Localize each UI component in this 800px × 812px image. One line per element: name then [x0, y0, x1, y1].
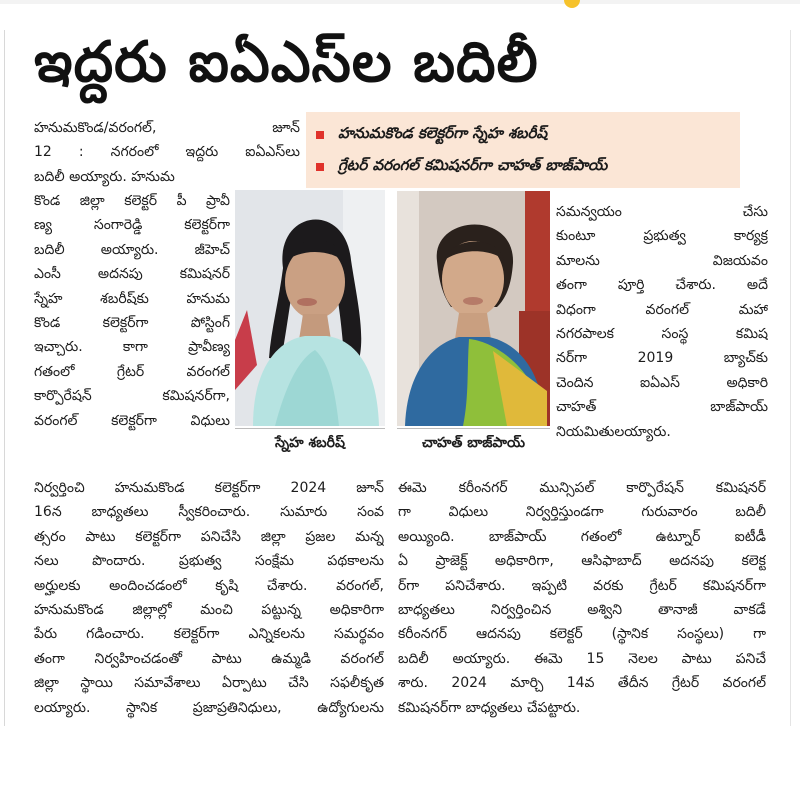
text-line: తంగా పూర్తి చేశారు. అదే [556, 277, 768, 294]
text-line: కుంటూ ప్రభుత్వ కార్యక్ర [556, 228, 768, 245]
text-line: శారు. 2024 మార్చి 14వ తేదీన గ్రేటర్ వరంగల్ [398, 675, 766, 692]
bullet-square-icon [316, 131, 324, 139]
text-line: ర్‌గా పనిచేశారు. ఇప్పటి వరకు గ్రేటర్ కమిషనర్‌గా [398, 577, 766, 594]
text-line: ఎంసీ అదనపు కమిషనర్ [34, 266, 230, 283]
bullet-square-icon [316, 163, 324, 171]
text-line: వరంగల్ కలెక్టర్‌గా విధులు [34, 412, 230, 429]
text-line: పేరు గడించారు. కలెక్టర్‌గా ఎన్నికలను సమర్థవం [34, 626, 384, 643]
text-line: కొండ కలెక్టర్‌గా పోస్టింగ్ [34, 314, 230, 331]
text-line: హనుమకొండ జిల్లాల్లో మంచి పట్టున్న అధికారిగా [34, 601, 384, 618]
text-line: కొండ జిల్లా కలెక్టర్ పీ ప్రావీ [34, 193, 230, 209]
highlight-item [316, 152, 607, 182]
text-line: మాలను విజయవం [556, 252, 768, 269]
accent-dot [564, 0, 580, 8]
text-line: కార్పొరేషన్ కమిషనర్‌గా, [34, 388, 230, 405]
text-line: 16న బాధ్యతలు స్వీకరించారు. సుమారు సంవ [34, 504, 384, 521]
text-line: స్నేహ శబరీష్‌కు హనుమ [34, 290, 230, 307]
text-line: బాధ్యతలు నిర్వర్తించిన అశ్విని తానాజీ వాకడే [398, 601, 766, 618]
text-line: నియమితులయ్యారు. [556, 423, 671, 440]
text-line: చెందిన ఐఏఎస్ అధికారి [556, 374, 768, 391]
article-text-bottom-left [34, 476, 384, 720]
text-line: బదిలీ అయ్యారు. హనుమ [34, 168, 175, 185]
text-line: ఈమె కరీంనగర్ మున్సిపల్ కార్పొరేషన్ కమిషనర్ [398, 480, 766, 496]
text-line: నిర్వర్తించి హనుమకొండ కలెక్టర్‌గా 2024 జూన్ [34, 480, 384, 496]
photo-caption: చాహత్ బాజ్‌పాయ్ [422, 435, 525, 451]
text-line: గతంలో గ్రేటర్ వరంగల్ [34, 363, 230, 380]
highlight-item [316, 120, 547, 150]
column-rule-left [4, 30, 5, 726]
highlight-box [306, 112, 740, 188]
text-line: బదిలీ అయ్యారు. ఈమె 15 నెలల పాటు పనిచే [398, 650, 766, 667]
text-line: ణ్య సంగారెడ్డి కలెక్టర్‌గా [34, 217, 230, 234]
photo-sneha-shabarish [235, 190, 385, 426]
highlight-text: హనుమకొండ కలెక్టర్‌గా స్నేహ శబరీష్ [338, 124, 548, 142]
text-line: కమిషనర్‌గా బాధ్యతలు చేపట్టారు. [398, 699, 581, 716]
text-line: అర్హులకు అందించడంలో కృషి చేశారు. వరంగల్, [34, 577, 384, 594]
article-text-right-column [556, 200, 768, 444]
headline: ఇద్దరు ఐఏఎస్‌ల బదిలీ [34, 30, 539, 95]
text-line: కరీంనగర్ ఆదనపు కలెక్టర్ (స్థానిక సంస్థలు) గా [398, 626, 766, 643]
text-line: 12 : నగరంలో ఇద్దరు ఐఏఎస్‌లు [34, 144, 300, 161]
text-line: ఏ ప్రాజెక్ట్ అధికారిగా, ఆసిఫాబాద్ అదనపు కలెక్ట [398, 553, 766, 570]
text-line: చాహత్ బాజ్‌పాయ్ [556, 399, 768, 416]
article-text-bottom-right [398, 476, 766, 720]
text-line: జిల్లా స్థాయి సమావేశాలు ఏర్పాటు చేసి సఫలీకృత [34, 675, 384, 692]
text-line: హనుమకొండ/వరంగల్, జూన్ [34, 120, 300, 136]
article-text-left-column [34, 189, 230, 433]
text-line: నలు పొందారు. ప్రభుత్వ సంక్షేమ పథకాలను [34, 553, 384, 570]
column-rule-right [790, 30, 791, 726]
photo-caption: స్నేహ శబరీష్ [275, 435, 345, 451]
text-line: గా విధులు నిర్వర్తిస్తుండగా గురువారం బదిలీ [398, 504, 766, 521]
highlight-text: గ్రేటర్ వరంగల్ కమిషనర్‌గా చాహత్ బాజ్‌పాయ్ [338, 156, 608, 174]
text-line: లయ్యారు. స్థానిక ప్రజాప్రతినిధులు, ఉద్యోగులను [34, 699, 384, 716]
text-line: అయ్యింది. బాజ్‌పాయ్ గతంలో ఉట్నూర్ ఐటీడీ [398, 528, 766, 545]
text-line: ఇచ్చారు. కాగా ప్రావీణ్య [34, 339, 230, 356]
text-line: నర్‌గా 2019 బ్యాచ్‌కు [556, 350, 768, 367]
text-line: సమన్వయం చేసు [556, 204, 768, 220]
article-text-lead [34, 116, 300, 189]
text-line: నగరపాలక సంస్థ కమిష [556, 325, 768, 342]
page-top-edge [0, 0, 800, 4]
text-line: విధంగా వరంగల్ మహా [556, 301, 768, 318]
text-line: తంగా నిర్వహించడంతో పాటు ఉమ్మడి వరంగల్ [34, 650, 384, 667]
text-line: బదిలీ అయ్యారు. జీహెచ్ [34, 241, 230, 258]
photo-chahat-bajpai [397, 191, 550, 426]
text-line: త్సరం పాటు కలెక్టర్‌గా పనిచేసి జిల్లా ప్రజల మన్న [34, 528, 384, 545]
